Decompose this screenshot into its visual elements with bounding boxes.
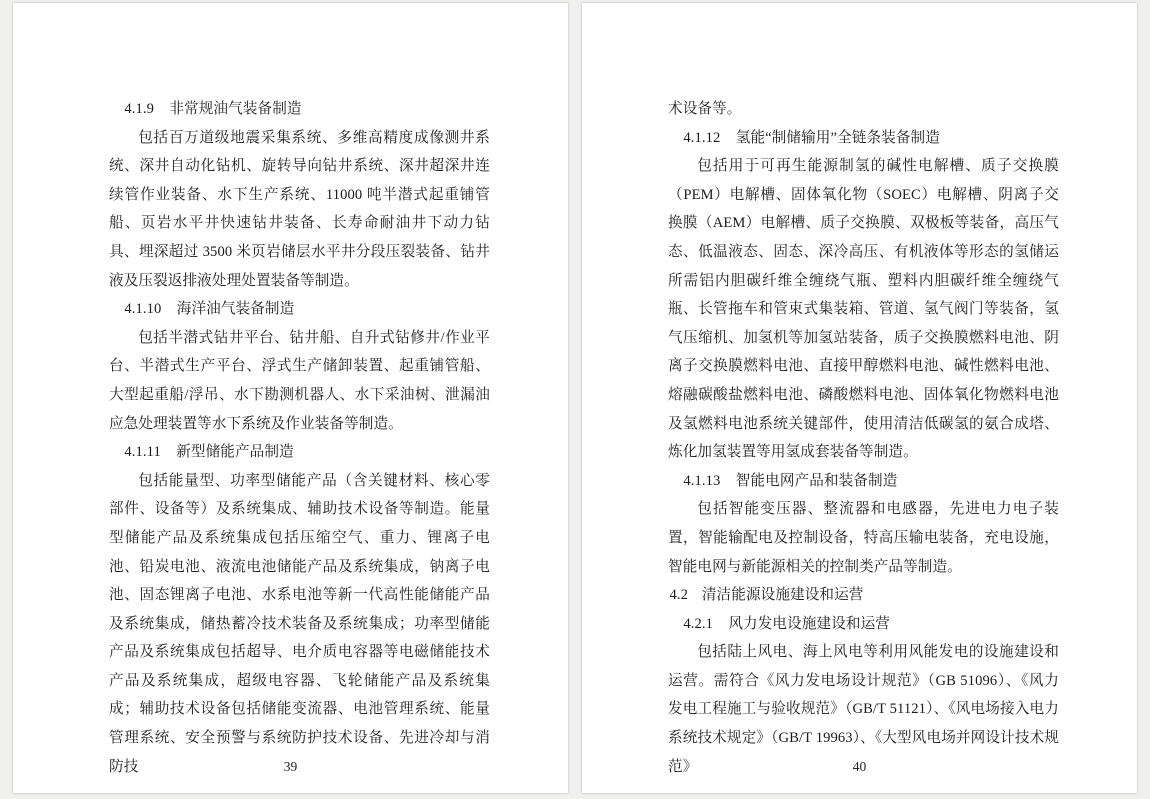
section-title: 新型储能产品制造 xyxy=(176,444,294,461)
document-page-39 xyxy=(13,3,568,793)
section-number: 4.1.10 xyxy=(124,301,162,318)
body-paragraph: 包括半潜式钻井平台、钻井船、自升式钻修井/作业平台、半潜式生产平台、浮式生产储卸装置、起重铺管船、大型起重船/浮吊、水下勘测机器人、水下采油树、泄漏油应急处理装置等水下系统及作业装备等制造。 xyxy=(109,329,490,432)
section-number: 4.1.9 xyxy=(124,101,155,117)
section-title: 非常规油气装备制造 xyxy=(169,101,302,117)
section-title: 清洁能源设施建设和运营 xyxy=(701,587,864,604)
section-heading xyxy=(668,610,1059,639)
continuation-paragraph: 术设备等。 xyxy=(668,101,742,117)
section-number: 4.1.13 xyxy=(683,472,721,489)
document-page-40 xyxy=(582,3,1137,793)
page-number: 40 xyxy=(852,759,867,774)
section-number: 4.2 xyxy=(669,587,688,604)
body-paragraph: 包括陆上风电、海上风电等利用风能发电的设施建设和运营。需符合《风力发电场设计规范》（GB 51096）、《风力发电工程施工与验收规范》（GB/T 51121）、《风电场接入电力系统技术规定》（GB/T 19963）、《大型风电场并网设计技术规范》 xyxy=(668,644,1059,775)
section-number: 4.2.1 xyxy=(683,615,714,632)
section-title: 风力发电设施建设和运营 xyxy=(728,615,890,632)
section-heading xyxy=(109,438,490,467)
page-number: 39 xyxy=(283,759,298,774)
body-paragraph: 包括百万道级地震采集系统、多维高精度成像测井系统、深井自动化钻机、旋转导向钻井系统、深井超深井连续管作业装备、水下生产系统、11000 吨半潜式起重铺管船、页岩水平井快速钻井装备、长寿命耐油井下动力钻具、埋深超过 3500 米页岩储层水平井分段压裂装备、钻井液及压裂返排液处理处置装备等制造。 xyxy=(109,129,490,289)
body-paragraph: 包括智能变压器、整流器和电感器，先进电力电子装置，智能输配电及控制设备，特高压输电装备，充电设施，智能电网与新能源相关的控制类产品等制造。 xyxy=(668,501,1059,575)
section-heading xyxy=(668,467,1059,496)
section-number: 4.1.12 xyxy=(683,129,721,146)
body-paragraph: 包括能量型、功率型储能产品（含关键材料、核心零部件、设备等）及系统集成、辅助技术设备等制造。能量型储能产品及系统集成包括压缩空气、重力、锂离子电池、铅炭电池、液流电池储能产品及系统集成，钠离子电池、固态锂离子电池、水系电池等新一代高性能储能产品及系统集成，储热蓄冷技术装备及系统集成；功率型储能产品及系统集成包括超导、电介质电容器等电磁储能技术产品及系统集成，超级电容器、飞轮储能产品及系统集成；辅助技术设备包括储能变流器、电池管理系统、能量管理系统、安全预警与系统防护技术设备、先进冷却与消防技 xyxy=(109,472,490,775)
section-number: 4.1.11 xyxy=(124,444,161,461)
body-paragraph: 包括用于可再生能源制氢的碱性电解槽、质子交换膜（PEM）电解槽、固体氧化物（SOEC）电解槽、阴离子交换膜（AEM）电解槽、质子交换膜、双极板等装备，高压气态、低温液态、固态、深冷高压、有机液体等形态的氢储运所需铝内胆碳纤维全缠绕气瓶、塑料内胆碳纤维全缠绕气瓶、长管拖车和管束式集装箱、管道、氢气阀门等装备，氢气压缩机、加氢机等加氢站装备，质子交换膜燃料电池、阴离子交换膜燃料电池、直接甲醇燃料电池、碱性燃料电池、熔融碳酸盐燃料电池、磷酸燃料电池、固体氧化物燃料电池及氢燃料电池系统关键部件，使用清洁低碳氢的氨合成塔、炼化加氢装置等用氢成套装备等制造。 xyxy=(668,158,1059,461)
section-heading xyxy=(668,581,1059,610)
section-heading xyxy=(109,95,490,124)
section-heading xyxy=(109,295,490,324)
section-title: 智能电网产品和装备制造 xyxy=(735,472,898,489)
section-title: 海洋油气装备制造 xyxy=(176,301,295,318)
section-title: 氢能“制储输用”全链条装备制造 xyxy=(735,129,940,146)
section-heading xyxy=(668,124,1059,153)
